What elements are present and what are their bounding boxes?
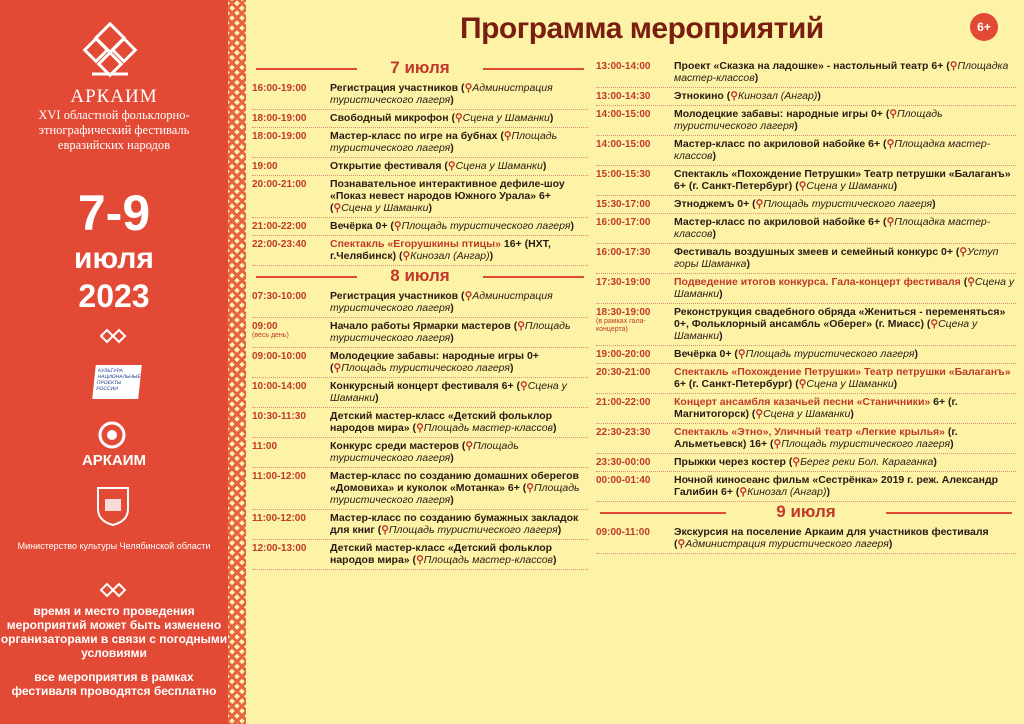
event-time: 20:00-21:00 [252, 179, 307, 190]
schedule-row [596, 472, 1016, 502]
schedule-row [252, 128, 588, 158]
location-pin-icon: ⚲ [755, 408, 764, 420]
event-time: 09:00 (весь день) [252, 320, 330, 344]
location-pin-icon: ⚲ [464, 82, 473, 94]
schedule-row [596, 196, 1016, 214]
location-pin-icon: ⚲ [464, 290, 473, 302]
location-pin-icon: ⚲ [503, 130, 512, 142]
event-location: Сцена у Шаманки [462, 112, 550, 124]
event-location: Площадь туристического лагеря [330, 320, 571, 344]
event-time: 16:00-19:00 [252, 83, 307, 94]
event-time: 19:00 [252, 161, 278, 172]
event-description: Спектакль «Похождение Петрушки» Театр петрушки «Балаганъ» 6+ (г. Санкт-Петербург) (⚲Сцена у Шаманки) [674, 366, 1011, 390]
event-time: 23:30-00:00 [596, 457, 651, 468]
schedule-row [252, 218, 588, 236]
brand-name: АРКАИМ [70, 86, 158, 107]
schedule-row [596, 244, 1016, 274]
location-pin-icon: ⚲ [798, 180, 807, 192]
event-time: 07:30-10:00 [252, 291, 307, 302]
schedule-row [252, 158, 588, 176]
schedule-column-left [252, 58, 588, 570]
event-location: Сцена у Шаманки [455, 160, 543, 172]
divider-ornament-icon [98, 582, 128, 598]
location-pin-icon: ⚲ [930, 318, 939, 330]
schedule-row [252, 348, 588, 378]
location-pin-icon: ⚲ [755, 198, 764, 210]
event-location: Сцена у Шаманки [763, 408, 851, 420]
weather-notice: время и место проведения мероприятий может быть изменено организаторами в связи с погодными условиями [0, 604, 228, 660]
event-time: 20:30-21:00 [596, 367, 651, 378]
schedule-row [596, 364, 1016, 394]
event-description: Спектакль «Похождение Петрушки» Театр петрушки «Балаганъ» 6+ (г. Санкт-Петербург) (⚲Сцена у Шаманки) [674, 168, 1011, 192]
event-location: Кинозал (Ангар) [737, 90, 818, 102]
event-time: 18:00-19:00 [252, 113, 307, 124]
event-time: 14:00-15:00 [596, 109, 651, 120]
event-description: Открытие фестиваля (⚲Сцена у Шаманки) [330, 160, 547, 172]
coat-of-arms-icon [95, 485, 131, 527]
schedule-row [252, 408, 588, 438]
schedule-row [596, 88, 1016, 106]
event-time: 11:00-12:00 [252, 471, 306, 482]
event-time: 18:00-19:00 [252, 131, 307, 142]
event-location: Сцена у Шаманки [806, 180, 894, 192]
schedule-row [252, 236, 588, 266]
location-pin-icon: ⚲ [886, 138, 895, 150]
event-location: Площадь туристического лагеря [330, 482, 580, 506]
event-location: Администрация туристического лагеря [685, 538, 889, 550]
event-location: Сцена у Шаманки [674, 318, 978, 342]
schedule-row [596, 346, 1016, 364]
schedule-row [596, 136, 1016, 166]
schedule-row [252, 176, 588, 218]
schedule-row [596, 274, 1016, 304]
location-pin-icon: ⚲ [773, 438, 782, 450]
location-pin-icon: ⚲ [416, 554, 424, 566]
location-pin-icon: ⚲ [416, 422, 424, 434]
festival-month: июля [74, 242, 154, 275]
location-pin-icon: ⚲ [949, 60, 958, 72]
location-pin-icon: ⚲ [886, 216, 895, 228]
event-description: Подведение итогов конкурса. Гала-концерт фестиваля (⚲Сцена у Шаманки) [674, 276, 1015, 300]
event-location: Площадь мастер-классов [423, 554, 554, 566]
event-location: Площадь туристического лагеря [674, 108, 943, 132]
location-pin-icon: ⚲ [393, 220, 402, 232]
event-description: Вечёрка 0+ (⚲Площадь туристического лагеря) [674, 348, 918, 360]
event-time: 13:00-14:30 [596, 91, 651, 102]
location-pin-icon: ⚲ [730, 90, 738, 102]
schedule-row [596, 304, 1016, 346]
free-entry-notice: все мероприятия в рамках фестиваля проводятся бесплатно [11, 670, 217, 698]
schedule-row [252, 80, 588, 110]
ornamental-border [228, 0, 246, 724]
event-description: Спектакль «Егорушкины птицы» 16+ (НХТ, г.Челябинск) (⚲Кинозал (Ангар)) [330, 238, 551, 262]
event-description: Мастер-класс по акриловой набойке 6+ (⚲Площадка мастер-классов) [674, 216, 991, 240]
event-description: Мастер-класс по игре на бубнах (⚲Площадь туристического лагеря) [330, 130, 558, 154]
event-time: 11:00 [252, 441, 278, 452]
event-description: Проект «Сказка на ладошке» - настольный театр 6+ (⚲Площадка мастер-классов) [674, 60, 1009, 84]
event-time: 16:00-17:30 [596, 247, 651, 258]
schedule-row [252, 318, 588, 348]
location-pin-icon: ⚲ [402, 250, 411, 262]
event-description: Мастер-класс по созданию домашних оберегов «Домовиха» и куколок «Мотанка» 6+ (⚲Площадь туристического лагеря) [330, 470, 580, 506]
event-description: Начало работы Ярмарки мастеров (⚲Площадь туристического лагеря) [330, 320, 571, 344]
location-pin-icon: ⚲ [677, 538, 686, 550]
event-time: 18:30-19:00 (в рамках гала-концерта) [596, 306, 674, 342]
event-time: 15:00-15:30 [596, 169, 651, 180]
schedule-row [596, 394, 1016, 424]
age-rating-badge: 6+ [970, 13, 998, 41]
event-description: Этнокино (⚲Кинозал (Ангар)) [674, 90, 821, 102]
event-description: Реконструкция свадебного обряда «Жениться - переменяться» 0+, Фольклорный ансамбль «Оберег» (г. Миасс) (⚲Сцена у Шаманки) [674, 306, 1006, 342]
divider-ornament-icon [98, 328, 128, 344]
event-description: Познавательное интерактивное дефиле-шоу «Показ невест народов Южного Урала» 6+ (⚲Сцена у Шаманки) [330, 178, 565, 214]
event-time: 11:00-12:00 [252, 513, 306, 524]
event-time: 00:00-01:40 [596, 475, 651, 486]
day-heading: 7 июля [252, 58, 588, 80]
event-time: 22:30-23:30 [596, 427, 651, 438]
event-time: 10:30-11:30 [252, 411, 306, 422]
festival-year: 2023 [78, 278, 150, 314]
event-description: Этноджемъ 0+ (⚲Площадь туристического лагеря) [674, 198, 936, 210]
event-location: Площадь туристического лагеря [401, 220, 571, 232]
location-pin-icon: ⚲ [737, 348, 746, 360]
event-description: Конкурс среди мастеров (⚲Площадь туристического лагеря) [330, 440, 519, 464]
national-projects-logo: КУЛЬТУРА НАЦИОНАЛЬНЫЕ ПРОЕКТЫ РОССИИ [92, 365, 142, 399]
event-location: Площадка мастер-классов [674, 138, 991, 162]
event-description: Спектакль «Этно», Уличный театр «Легкие крылья» (г. Альметьевск) 16+ (⚲Площадь туристического лагеря) [674, 426, 958, 450]
schedule-row [252, 540, 588, 570]
page-title: Программа мероприятий [460, 12, 824, 45]
event-description: Фестиваль воздушных змеев и семейный конкурс 0+ (⚲Уступ горы Шаманка) [674, 246, 999, 270]
event-time: 15:30-17:00 [596, 199, 651, 210]
event-location: Сцена у Шаманки [674, 276, 1015, 300]
event-description: Молодецкие забавы: народные игры 0+ (⚲Площадь туристического лагеря) [330, 350, 539, 374]
event-location: Площадь туристического лагеря [330, 130, 558, 154]
event-location: Уступ горы Шаманка [674, 246, 999, 270]
event-time: 14:00-15:00 [596, 139, 651, 150]
event-time: 17:30-19:00 [596, 277, 651, 288]
event-description: Вечёрка 0+ (⚲Площадь туристического лагеря) [330, 220, 574, 232]
event-location: Площадь туристического лагеря [330, 440, 519, 464]
event-time: 22:00-23:40 [252, 239, 307, 250]
event-description: Экскурсия на поселение Аркаим для участников фестиваля (⚲Администрация туристического лагеря) [674, 526, 989, 550]
location-pin-icon: ⚲ [889, 108, 898, 120]
time-note: (весь день) [252, 332, 289, 339]
event-description: Прыжки через костер (⚲Берег реки Бол. Караганка) [674, 456, 937, 468]
festival-dates: 7-9 [77, 185, 151, 241]
schedule-row [252, 438, 588, 468]
event-location: Администрация туристического лагеря [330, 82, 553, 106]
event-location: Кинозал (Ангар) [747, 486, 827, 498]
day-heading: 9 июля [596, 502, 1016, 524]
schedule-row [252, 110, 588, 128]
event-description: Мастер-класс по созданию бумажных закладок для книг (⚲Площадь туристического лагеря) [330, 512, 579, 536]
location-pin-icon: ⚲ [798, 378, 807, 390]
schedule-row [596, 524, 1016, 554]
location-pin-icon: ⚲ [465, 440, 474, 452]
event-location: Кинозал (Ангар) [410, 250, 490, 262]
event-description: Детский мастер-класс «Детский фольклор народов мира» (⚲Площадь мастер-классов) [330, 542, 557, 566]
schedule-row [596, 424, 1016, 454]
location-pin-icon: ⚲ [967, 276, 975, 288]
event-location: Площадь туристического лагеря [745, 348, 915, 360]
ministry-label: Министерство культуры Челябинской области [17, 541, 211, 551]
event-time: 10:00-14:00 [252, 381, 307, 392]
event-time: 09:00-11:00 [596, 527, 650, 538]
event-location: Площадь мастер-классов [423, 422, 554, 434]
sidebar [0, 0, 228, 724]
schedule-row [596, 166, 1016, 196]
location-pin-icon: ⚲ [520, 380, 528, 392]
event-description: Ночной киносеанс фильм «Сестрёнка» 2019 г. реж. Александр Галибин 6+ (⚲Кинозал (Ангар)) [674, 474, 999, 498]
location-pin-icon: ⚲ [447, 160, 456, 172]
event-time: 13:00-14:00 [596, 61, 651, 72]
location-pin-icon: ⚲ [333, 362, 342, 374]
event-location: Администрация туристического лагеря [330, 290, 553, 314]
event-description: Детский мастер-класс «Детский фольклор народов мира» (⚲Площадь мастер-классов) [330, 410, 557, 434]
event-location: Площадь туристического лагеря [341, 362, 511, 374]
event-time: 19:00-20:00 [596, 349, 651, 360]
arkaim-logo-icon [97, 420, 127, 450]
schedule-row [596, 106, 1016, 136]
event-description: Регистрация участников (⚲Администрация туристического лагеря) [330, 82, 553, 106]
time-note: (в рамках гала-концерта) [596, 318, 646, 333]
arkaim-label: АРКАИМ [81, 452, 147, 469]
event-description: Регистрация участников (⚲Администрация туристического лагеря) [330, 290, 553, 314]
schedule-column-right [596, 58, 1016, 554]
schedule-row [252, 510, 588, 540]
event-description: Концерт ансамбля казачьей песни «Станичники» 6+ (г. Магнитогорск) (⚲Сцена у Шаманки) [674, 396, 958, 420]
event-time: 16:00-17:00 [596, 217, 651, 228]
festival-subtitle: XVI областной фольклорно-этнографический фестиваль евразийских народов [38, 108, 190, 152]
schedule-row [596, 58, 1016, 88]
schedule-row [252, 288, 588, 318]
event-location: Сцена у Шаманки [806, 378, 894, 390]
event-location: Площадка мастер-классов [674, 216, 991, 240]
location-pin-icon: ⚲ [959, 246, 968, 258]
location-pin-icon: ⚲ [517, 320, 525, 332]
event-description: Молодецкие забавы: народные игры 0+ (⚲Площадь туристического лагеря) [674, 108, 943, 132]
event-location: Площадь туристического лагеря [781, 438, 951, 450]
location-pin-icon: ⚲ [792, 456, 801, 468]
location-pin-icon: ⚲ [454, 112, 463, 124]
event-location: Площадка мастер-классов [674, 60, 1009, 84]
schedule-row [596, 454, 1016, 472]
event-description: Конкурсный концерт фестиваля 6+ (⚲Сцена у Шаманки) [330, 380, 567, 404]
event-time: 21:00-22:00 [252, 221, 307, 232]
schedule-row [252, 468, 588, 510]
location-pin-icon: ⚲ [526, 482, 534, 494]
day-heading: 8 июля [252, 266, 588, 288]
event-description: Свободный микрофон (⚲Сцена у Шаманки) [330, 112, 554, 124]
event-time: 09:00-10:00 [252, 351, 307, 362]
location-pin-icon: ⚲ [333, 202, 342, 214]
ornament-logo-icon [80, 22, 140, 82]
event-time: 12:00-13:00 [252, 543, 307, 554]
schedule-row [596, 214, 1016, 244]
event-location: Сцена у Шаманки [330, 380, 567, 404]
event-location: Площадь туристического лагеря [388, 524, 558, 536]
event-description: Мастер-класс по акриловой набойке 6+ (⚲Площадка мастер-классов) [674, 138, 991, 162]
event-location: Площадь туристического лагеря [763, 198, 933, 210]
event-location: Берег реки Бол. Караганка [800, 456, 934, 468]
event-time: 21:00-22:00 [596, 397, 651, 408]
location-pin-icon: ⚲ [381, 524, 389, 536]
schedule-row [252, 378, 588, 408]
location-pin-icon: ⚲ [739, 486, 748, 498]
event-location: Сцена у Шаманки [341, 202, 429, 214]
